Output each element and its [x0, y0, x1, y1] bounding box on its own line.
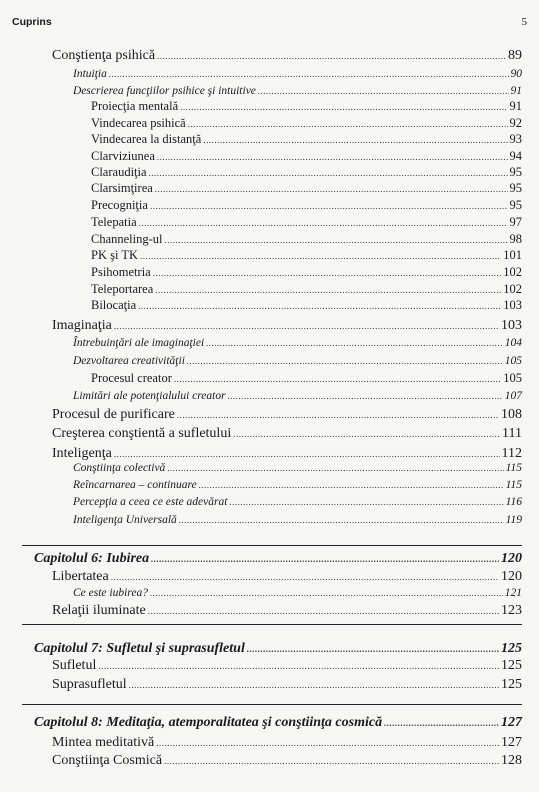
dot-leader: [129, 681, 499, 691]
dot-leader: [206, 339, 503, 349]
toc-entry: [91, 166, 522, 180]
section-divider: [22, 624, 522, 625]
toc-entry-title: Claraudiţia: [91, 165, 147, 179]
toc-entry-page: 94: [509, 149, 522, 163]
toc-entry-page: 89: [508, 48, 522, 63]
toc-entry-title: Intuiţia: [73, 68, 107, 80]
dot-leader: [233, 430, 500, 440]
dot-leader: [150, 202, 508, 212]
toc-entry: [73, 479, 522, 492]
toc-entry-title: Psihometria: [91, 265, 151, 279]
dot-leader: [157, 153, 508, 163]
toc-entry-page: 125: [501, 677, 522, 692]
toc-entry-page: 95: [509, 165, 522, 179]
toc-entry-title: Clarsimţirea: [91, 181, 153, 195]
toc-entry-title: Procesul de purificare: [52, 407, 175, 422]
toc-entry: [52, 318, 522, 333]
toc-entry-page: 101: [503, 248, 522, 262]
dot-leader: [138, 302, 501, 312]
toc-entry-page: 90: [510, 68, 522, 80]
toc-entry: [52, 569, 522, 584]
toc-entry-title: Capitolul 8: Meditaţia, atemporalitatea şi conştiinţa cosmică: [34, 715, 383, 730]
toc-entry-title: Conştiinţa Cosmică: [52, 753, 163, 768]
toc-entry-page: 102: [503, 265, 522, 279]
toc-entry-title: Ce este iubirea?: [73, 587, 148, 599]
dot-leader: [187, 357, 503, 367]
toc-entry: [52, 426, 522, 441]
toc-entry: [91, 150, 522, 164]
toc-entry-title: Sufletul: [52, 658, 97, 673]
dot-leader: [384, 719, 499, 729]
dot-leader: [98, 662, 499, 672]
toc-entry-page: 95: [509, 198, 522, 212]
toc-entry-page: 104: [504, 337, 522, 349]
dot-leader: [229, 498, 503, 508]
toc-entry: [73, 337, 522, 350]
dot-leader: [111, 573, 499, 583]
toc-entry-title: Descrierea funcţiilor psihice şi intuitive: [73, 85, 256, 97]
dot-leader: [156, 739, 499, 749]
dot-leader: [179, 516, 504, 526]
dot-leader: [180, 103, 507, 113]
toc-entry-page: 105: [504, 355, 522, 367]
toc-entry: [52, 446, 522, 461]
toc-entry-page: 98: [509, 232, 522, 246]
toc-entry: [73, 85, 522, 98]
toc-entry-page: 116: [505, 496, 522, 508]
toc-entry-title: Teleportarea: [91, 282, 154, 296]
toc-chapter-entry: [34, 551, 522, 566]
toc-entry-page: 102: [503, 282, 522, 296]
toc-entry: [52, 48, 522, 63]
toc-entry-title: Relaţii iluminate: [52, 603, 146, 618]
toc-entry-title: Procesul creator: [91, 371, 172, 385]
toc-entry: [91, 283, 522, 297]
toc-entry-page: 115: [505, 462, 522, 474]
dot-leader: [174, 375, 501, 385]
dot-leader: [165, 236, 508, 246]
toc-entry-title: Limitări ale potenţialului creator: [73, 390, 226, 402]
dot-leader: [151, 555, 499, 565]
toc-entry-page: 120: [501, 569, 522, 584]
toc-entry: [91, 299, 522, 313]
dot-leader: [114, 450, 500, 460]
dot-leader: [177, 411, 499, 421]
toc-entry-title: Vindecarea la distanţă: [91, 132, 202, 146]
dot-leader: [155, 185, 508, 195]
toc-entry: [73, 496, 522, 509]
toc-entry: [52, 658, 522, 673]
toc-entry-page: 91: [510, 85, 522, 97]
dot-leader: [188, 120, 508, 130]
dot-leader: [228, 392, 503, 402]
toc-entry-page: 91: [509, 99, 522, 113]
toc-entry-title: Clarviziunea: [91, 149, 155, 163]
toc-entry-title: PK şi TK: [91, 248, 139, 262]
toc-entry-page: 115: [505, 479, 522, 491]
toc-entry-page: 103: [503, 298, 522, 312]
dot-leader: [153, 269, 502, 279]
page-number: 5: [521, 16, 527, 28]
toc-entry: [52, 407, 522, 422]
toc-entry: [73, 68, 522, 81]
toc-entry-page: 93: [509, 132, 522, 146]
dot-leader: [247, 645, 499, 655]
toc-entry-page: 108: [501, 407, 522, 422]
dot-leader: [148, 607, 499, 617]
dot-leader: [140, 252, 501, 262]
toc-entry: [52, 603, 522, 618]
dot-leader: [139, 219, 508, 229]
toc-entry: [73, 514, 522, 527]
toc-entry-page: 107: [504, 390, 522, 402]
toc-entry: [91, 372, 522, 386]
toc-entry-page: 127: [501, 735, 522, 750]
toc-entry: [73, 355, 522, 368]
toc-entry: [91, 182, 522, 196]
toc-entry-page: 120: [501, 551, 522, 566]
toc-entry: [91, 117, 522, 131]
toc-entry: [52, 753, 522, 768]
toc-entry: [91, 199, 522, 213]
toc-entry: [91, 216, 522, 230]
toc-entry: [91, 100, 522, 114]
toc-entry-page: 123: [501, 603, 522, 618]
toc-chapter-entry: [34, 715, 522, 730]
dot-leader: [167, 464, 503, 474]
dot-leader: [157, 52, 506, 62]
toc-entry-title: Reîncarnarea – continuare: [73, 479, 197, 491]
dot-leader: [199, 481, 504, 491]
toc-entry-title: Imaginaţia: [52, 318, 112, 333]
toc-entry-page: 105: [503, 371, 522, 385]
toc-entry-title: Dezvoltarea creativităţii: [73, 355, 185, 367]
toc-entry-title: Suprasufletul: [52, 677, 127, 692]
dot-leader: [155, 286, 501, 296]
toc-entry: [91, 249, 522, 263]
toc-chapter-entry: [34, 641, 522, 656]
toc-entry-page: 95: [509, 181, 522, 195]
toc-entry-title: Libertatea: [52, 569, 109, 584]
toc-entry-title: Vindecarea psihică: [91, 116, 186, 130]
running-header-title: Cuprins: [12, 16, 52, 28]
toc-entry-title: Precogniţia: [91, 198, 148, 212]
toc-entry-page: 121: [504, 587, 522, 599]
toc-entry-title: Bilocaţia: [91, 298, 137, 312]
dot-leader: [114, 322, 499, 332]
toc-entry-page: 112: [501, 446, 522, 461]
toc-entry-title: Capitolul 7: Sufletul şi suprasufletul: [34, 641, 245, 656]
toc-entry-page: 125: [501, 641, 522, 656]
toc-entry-page: 128: [501, 753, 522, 768]
toc-entry-title: Mintea meditativă: [52, 735, 155, 750]
toc-entry-page: 127: [501, 715, 522, 730]
dot-leader: [109, 70, 509, 80]
toc-entry-title: Capitolul 6: Iubirea: [34, 551, 150, 566]
dot-leader: [164, 757, 499, 767]
dot-leader: [203, 136, 507, 146]
toc-entry-title: Telepatia: [91, 215, 137, 229]
toc-entry: [73, 587, 522, 600]
toc-entry: [73, 462, 522, 475]
toc-entry-page: 97: [509, 215, 522, 229]
toc-entry-title: Inteligenţa: [52, 446, 112, 461]
dot-leader: [149, 169, 508, 179]
toc-entry-title: Întrebuinţări ale imaginaţiei: [73, 337, 205, 349]
toc-entry-page: 125: [501, 658, 522, 673]
dot-leader: [150, 589, 503, 599]
toc-entry: [52, 677, 522, 692]
toc-entry-title: Conştiinţa colectivă: [73, 462, 166, 474]
dot-leader: [258, 87, 509, 97]
toc-entry: [73, 390, 522, 403]
toc-entry-title: Channeling-ul: [91, 232, 163, 246]
toc-entry: [52, 735, 522, 750]
toc-entry-page: 111: [502, 426, 522, 441]
toc-entry: [91, 233, 522, 247]
toc-entry-title: Proiecţia mentală: [91, 99, 179, 113]
toc-entry-title: Conştienţa psihică: [52, 48, 156, 63]
section-divider: [22, 545, 522, 546]
toc-entry: [91, 133, 522, 147]
toc-entry-page: 103: [501, 318, 522, 333]
section-divider: [22, 704, 522, 705]
toc-entry-title: Creşterea conştientă a sufletului: [52, 426, 232, 441]
toc-entry-title: Inteligenţa Universală: [73, 514, 177, 526]
toc-entry-page: 119: [505, 514, 522, 526]
toc-entry-page: 92: [509, 116, 522, 130]
toc-entry: [91, 266, 522, 280]
toc-entry-title: Percepţia a ceea ce este adevărat: [73, 496, 228, 508]
